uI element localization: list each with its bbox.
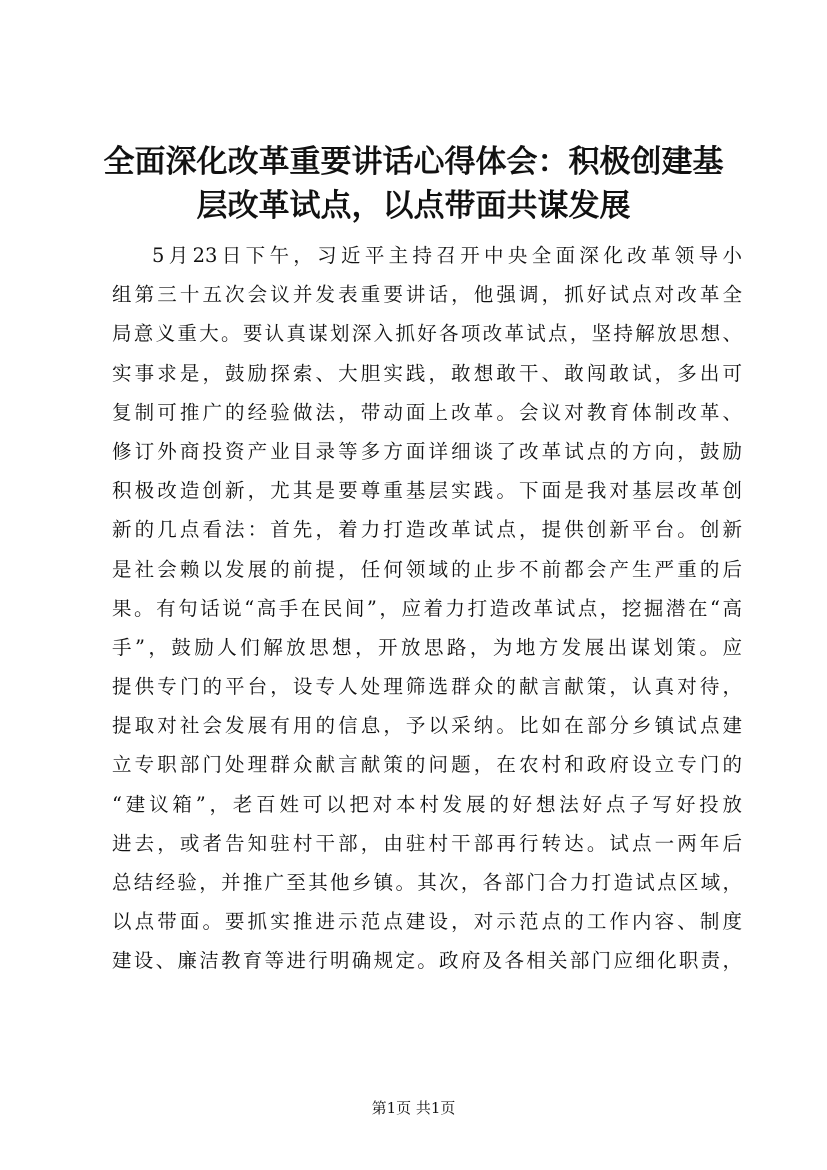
body-line: 5月23日下午，习近平主持召开中央全面深化改革领导小 [152, 244, 742, 267]
body-line: 以点带面。要抓实推进示范点建设，对示范点的工作内容、制度 [112, 910, 742, 934]
body-line: 提取对社会发展有用的信息，予以采纳。比如在部分乡镇试点建 [112, 714, 742, 738]
body-line: 立专职部门处理群众献言献策的问题，在农村和政府设立专门的 [112, 753, 742, 777]
body-line: 建设、廉洁教育等进行明确规定。政府及各相关部门应细化职责， [112, 949, 742, 973]
body-line: 修订外商投资产业目录等多方面详细谈了改革试点的方向，鼓励 [112, 439, 742, 463]
title-line-1: 全面深化改革重要讲话心得体会：积极创建基 [103, 144, 724, 180]
page-footer: 第1页 共1页 [371, 1099, 456, 1117]
body-line: 新的几点看法：首先，着力打造改革试点，提供创新平台。创新 [112, 518, 742, 542]
body-line: 积极改造创新，尤其是要尊重基层实践。下面是我对基层改革创 [112, 479, 742, 503]
body-line: 是社会赖以发展的前提，任何领域的止步不前都会产生严重的后 [112, 557, 742, 581]
body-line: 提供专门的平台，设专人处理筛选群众的献言献策，认真对待， [112, 675, 742, 699]
body-line: 局意义重大。要认真谋划深入抓好各项改革试点，坚持解放思想、 [112, 322, 742, 346]
body-line: 手”，鼓励人们解放思想，开放思路，为地方发展出谋划策。应 [112, 635, 742, 659]
document-body [112, 236, 742, 981]
body-line: 复制可推广的经验做法，带动面上改革。会议对教育体制改革、 [112, 400, 742, 424]
body-line: 果。有句话说“高手在民间”，应着力打造改革试点，挖掘潜在“高 [112, 596, 742, 620]
body-line: “建议箱”，老百姓可以把对本村发展的好想法好点子写好投放 [112, 792, 742, 816]
title-line-2: 层改革试点，以点带面共谋发展 [196, 188, 631, 224]
document-title [80, 140, 747, 228]
body-line: 实事求是，鼓励探索、大胆实践，敢想敢干、敢闯敢试，多出可 [112, 361, 742, 385]
body-line: 进去，或者告知驻村干部，由驻村干部再行转达。试点一两年后 [112, 831, 742, 855]
body-line: 总结经验，并推广至其他乡镇。其次，各部门合力打造试点区域， [112, 871, 742, 894]
body-line: 组第三十五次会议并发表重要讲话，他强调，抓好试点对改革全 [112, 283, 742, 307]
